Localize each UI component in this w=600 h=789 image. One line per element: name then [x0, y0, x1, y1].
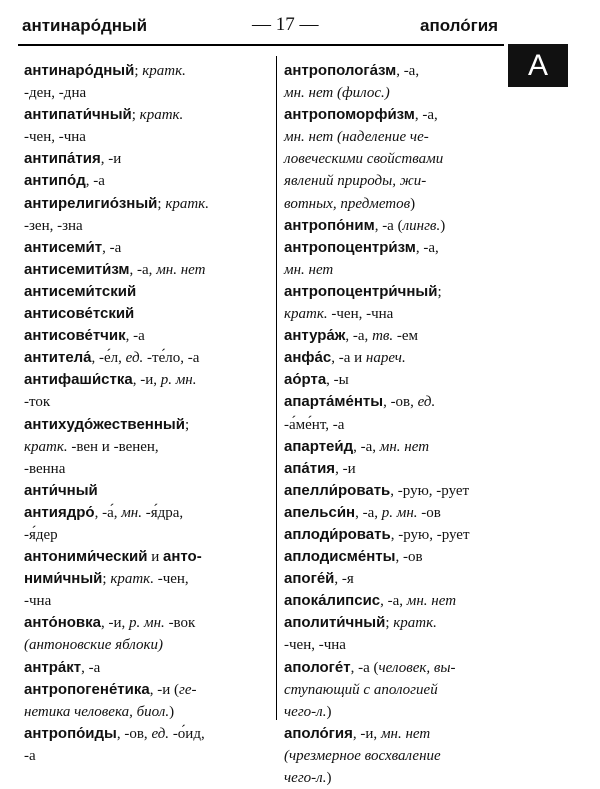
- headword: антропоцентри́зм: [284, 238, 416, 256]
- entry-line: [284, 347, 504, 369]
- entry-line: [24, 502, 274, 524]
- entry-text: , -а: [81, 659, 101, 676]
- headword: антрополога́зм: [284, 62, 397, 79]
- grammar-note: ед.: [151, 725, 170, 742]
- entry-line: [284, 723, 504, 745]
- headword: антипа́тия: [24, 150, 101, 168]
- headword: апелли́ровать: [284, 481, 391, 499]
- entry-line: [284, 104, 504, 126]
- grammar-note: ге-: [179, 681, 197, 698]
- grammar-note: нетика человека, биол.: [24, 703, 170, 720]
- entry-text: , -и,: [132, 372, 161, 389]
- headword: антисове́тчик: [24, 327, 126, 345]
- entry-line: [24, 568, 274, 590]
- entry-line: [284, 303, 504, 325]
- grammar-note: мн. нет (наделение че-: [284, 129, 429, 146]
- entry-text: , -и (: [149, 681, 179, 698]
- headword: антропоцентри́чный: [284, 282, 438, 300]
- grammar-note: кратк.: [24, 438, 68, 455]
- headword: антифаши́стка: [24, 371, 133, 389]
- grammar-note: кратк.: [110, 571, 154, 588]
- column-divider: [276, 56, 277, 720]
- grammar-note: чего-л.: [284, 703, 327, 720]
- entry-line: [24, 104, 274, 126]
- entry-text: ;: [131, 107, 140, 124]
- entry-text: ): [440, 217, 446, 234]
- grammar-note: р. мн.: [129, 615, 165, 632]
- entry-text: , -ов: [395, 549, 423, 566]
- entry-line: [284, 281, 504, 303]
- entry-line: [284, 745, 504, 767]
- entry-line: [284, 148, 504, 170]
- headword: антра́кт: [24, 658, 82, 676]
- headword: антипо́д: [24, 172, 86, 190]
- entry-text: -венна: [24, 460, 66, 477]
- grammar-note: мн. нет (филос.): [284, 85, 390, 102]
- entry-text: , -ы: [326, 372, 349, 389]
- entry-text: , -ов,: [116, 725, 152, 742]
- entry-line: [24, 281, 274, 303]
- entry-text: -ов: [417, 504, 441, 521]
- entry-line: [284, 193, 504, 215]
- entry-text: -зен, -зна: [24, 217, 83, 234]
- entry-text: ): [326, 770, 332, 786]
- headword: апарта́ме́нты: [284, 393, 384, 411]
- entry-text: , -а,: [129, 261, 157, 278]
- entry-line: [284, 590, 504, 612]
- entry-text: , -а,: [355, 504, 382, 521]
- headword: аполо́гия: [284, 724, 353, 742]
- entry-line: [284, 436, 504, 458]
- entry-line: [284, 767, 504, 789]
- entry-text: , -а и: [331, 350, 366, 367]
- headword: антоними́ческий: [24, 548, 148, 566]
- entry-line: [284, 679, 504, 701]
- grammar-note: чего-л.: [284, 770, 327, 786]
- page-number: — 17 —: [252, 14, 319, 35]
- entry-line: [284, 568, 504, 590]
- grammar-note: тв.: [372, 328, 394, 345]
- entry-line: [284, 170, 504, 192]
- entry-text: , -а,: [353, 438, 380, 455]
- headword: антропогене́тика: [24, 680, 150, 698]
- headword: антропо́иды: [24, 724, 117, 742]
- entry-line: [24, 657, 274, 679]
- entry-text: -я́дер: [24, 526, 58, 543]
- entry-text: , -и: [335, 460, 356, 477]
- entry-text: , -а,: [414, 107, 438, 124]
- entry-line: [284, 414, 504, 436]
- entry-text: , -а (: [374, 217, 403, 234]
- entry-text: , -а: [102, 239, 122, 256]
- entry-text: ;: [134, 63, 143, 79]
- entry-line: [24, 170, 274, 192]
- entry-text: ): [326, 703, 332, 720]
- entry-text: , -я: [334, 571, 354, 588]
- entry-text: -чен,: [153, 571, 189, 588]
- headword: антура́ж: [284, 327, 346, 345]
- entry-text: -те́ло, -а: [143, 350, 200, 367]
- grammar-note: мн.: [121, 504, 142, 521]
- headword: антиядро́: [24, 503, 95, 521]
- headword: антисове́тский: [24, 305, 135, 323]
- entry-line: [284, 458, 504, 480]
- entry-text: , -и: [100, 151, 122, 168]
- entry-line: [24, 259, 274, 281]
- headword: анти́чный: [24, 481, 98, 499]
- headword: аполити́чный: [284, 614, 386, 632]
- grammar-note: кратк.: [393, 615, 437, 632]
- grammar-note: р. мн.: [381, 504, 418, 521]
- headword: антропо́ним: [284, 216, 375, 234]
- headword: апа́тия: [284, 459, 336, 477]
- entry-text: , -а,: [345, 328, 373, 345]
- entry-text: ;: [157, 195, 166, 212]
- entry-text: , -а,: [396, 63, 420, 79]
- headword: ними́чный: [24, 570, 103, 588]
- entry-line: [24, 82, 274, 104]
- entry-line: [24, 701, 274, 723]
- entry-line: [24, 458, 274, 480]
- entry-line: [284, 634, 504, 656]
- entry-text: , -рую, -рует: [390, 526, 470, 543]
- entry-line: [24, 193, 274, 215]
- headword: антисеми́тский: [24, 282, 137, 300]
- headword: апологе́т: [284, 658, 351, 676]
- entry-text: -чен, -чна: [327, 306, 394, 323]
- entry-text: , -а: [125, 328, 145, 345]
- entry-line: [24, 325, 274, 347]
- right-guide-word: аполо́гия: [420, 16, 499, 35]
- headword: апоге́й: [284, 570, 335, 588]
- entry-line: [24, 414, 274, 436]
- headword: антихудо́жественный: [24, 415, 185, 433]
- headword: анто-: [163, 548, 202, 566]
- entry-text: , -а (: [350, 659, 379, 676]
- headword: апартеи́д: [284, 437, 354, 455]
- entry-line: [24, 546, 274, 568]
- grammar-note: ед.: [125, 350, 144, 367]
- entry-text: -ток: [24, 394, 51, 411]
- entry-text: -я́дра,: [142, 504, 184, 521]
- entry-text: , -а,: [415, 239, 439, 256]
- entry-line: [24, 303, 274, 325]
- entry-line: [284, 612, 504, 634]
- grammar-note: кратк.: [139, 107, 184, 124]
- entry-text: -ден, -дна: [24, 85, 87, 102]
- entry-text: ;: [102, 571, 111, 588]
- entry-line: [24, 237, 274, 259]
- entry-line: [24, 634, 274, 656]
- grammar-note: мн. нет: [379, 438, 430, 455]
- headword: анто́новка: [24, 614, 102, 632]
- entry-line: [24, 745, 274, 767]
- entry-line: [24, 369, 274, 391]
- grammar-note: (антоновские яблоки): [24, 637, 163, 654]
- entry-text: ): [410, 195, 416, 212]
- entry-line: [284, 215, 504, 237]
- grammar-note: кратк.: [165, 195, 209, 212]
- entry-line: [24, 391, 274, 413]
- entry-text: -чна: [24, 593, 52, 610]
- entry-line: [284, 325, 504, 347]
- entry-text: , -рую, -рует: [390, 482, 470, 499]
- entry-text: ): [169, 703, 175, 720]
- entry-text: , -и,: [101, 615, 130, 632]
- entry-line: [24, 590, 274, 612]
- headword: антитела́: [24, 349, 92, 367]
- headword: антисемити́зм: [24, 260, 130, 278]
- entry-text: , -а́,: [94, 504, 122, 521]
- grammar-note: ловеческими свойствами: [284, 151, 444, 168]
- entry-line: [24, 215, 274, 237]
- entry-line: [24, 126, 274, 148]
- entry-text: -а: [24, 747, 36, 764]
- headword: антропоморфи́зм: [284, 106, 415, 124]
- entry-line: [284, 524, 504, 546]
- headword: антинаро́дный: [24, 62, 135, 79]
- grammar-note: мн. нет: [380, 725, 431, 742]
- entry-line: [24, 524, 274, 546]
- entry-line: [284, 237, 504, 259]
- headword: аплоди́ровать: [284, 525, 391, 543]
- entry-text: ;: [385, 615, 394, 632]
- entry-line: [24, 480, 274, 502]
- entry-line: [24, 679, 274, 701]
- entry-line: [284, 82, 504, 104]
- grammar-note: (чрезмерное восхваление: [284, 747, 441, 764]
- entry-line: [284, 259, 504, 281]
- entry-line: [24, 612, 274, 634]
- letter-index-tab: А: [508, 44, 568, 87]
- headword: аплодисме́нты: [284, 548, 396, 566]
- entry-line: [284, 701, 504, 723]
- entry-text: , -а,: [380, 593, 407, 610]
- entry-line: [284, 126, 504, 148]
- entry-text: -а́ме́нт, -а: [284, 416, 345, 433]
- headword: антирелигио́зный: [24, 194, 158, 212]
- entry-text: , -е́л,: [91, 350, 126, 367]
- grammar-note: вотных, предметов: [284, 195, 411, 212]
- headword: антисеми́т: [24, 238, 103, 256]
- page-header: [0, 0, 600, 44]
- left-column: [24, 60, 274, 767]
- entry-text: ;: [184, 416, 190, 433]
- grammar-note: лингв.: [402, 217, 441, 234]
- entry-text: -о́ид,: [169, 725, 205, 742]
- grammar-note: кратк.: [142, 63, 186, 79]
- entry-line: [24, 723, 274, 745]
- entry-line: [24, 436, 274, 458]
- entry-line: [24, 148, 274, 170]
- header-rule: [18, 44, 504, 46]
- grammar-note: ед.: [417, 394, 436, 411]
- headword: ао́рта: [284, 371, 327, 389]
- entry-text: -чен, -чна: [24, 129, 86, 146]
- entry-text: -чен, -чна: [284, 637, 346, 654]
- grammar-note: р. мн.: [160, 372, 197, 389]
- entry-text: -вок: [164, 615, 196, 632]
- entry-line: [284, 657, 504, 679]
- headword: апельси́н: [284, 503, 356, 521]
- entry-line: [284, 480, 504, 502]
- entry-line: [284, 60, 504, 82]
- grammar-note: явлений природы, жи-: [284, 173, 427, 190]
- entry-text: ;: [437, 283, 442, 300]
- grammar-note: мн. нет: [406, 593, 457, 610]
- entry-line: [24, 60, 274, 82]
- entry-text: , -и,: [352, 725, 381, 742]
- entry-text: -вен и -венен,: [67, 438, 159, 455]
- grammar-note: мн. нет: [156, 261, 206, 278]
- grammar-note: кратк.: [284, 306, 328, 323]
- entry-text: -ем: [393, 328, 419, 345]
- entry-text: , -ов,: [383, 394, 418, 411]
- entry-line: [24, 347, 274, 369]
- grammar-note: нареч.: [365, 350, 406, 367]
- headword: антипати́чный: [24, 106, 132, 124]
- right-column: [284, 60, 504, 789]
- headword: апока́липсис: [284, 592, 381, 610]
- grammar-note: ступающий с апологией: [284, 681, 438, 698]
- entry-text: и: [147, 549, 163, 566]
- grammar-note: человек, вы-: [378, 659, 456, 676]
- entry-line: [284, 546, 504, 568]
- left-guide-word: антинаро́дный: [22, 16, 148, 35]
- grammar-note: мн. нет: [284, 261, 334, 278]
- entry-line: [284, 391, 504, 413]
- entry-line: [284, 502, 504, 524]
- headword: анфа́с: [284, 349, 332, 367]
- entry-line: [284, 369, 504, 391]
- entry-text: , -а: [85, 173, 105, 190]
